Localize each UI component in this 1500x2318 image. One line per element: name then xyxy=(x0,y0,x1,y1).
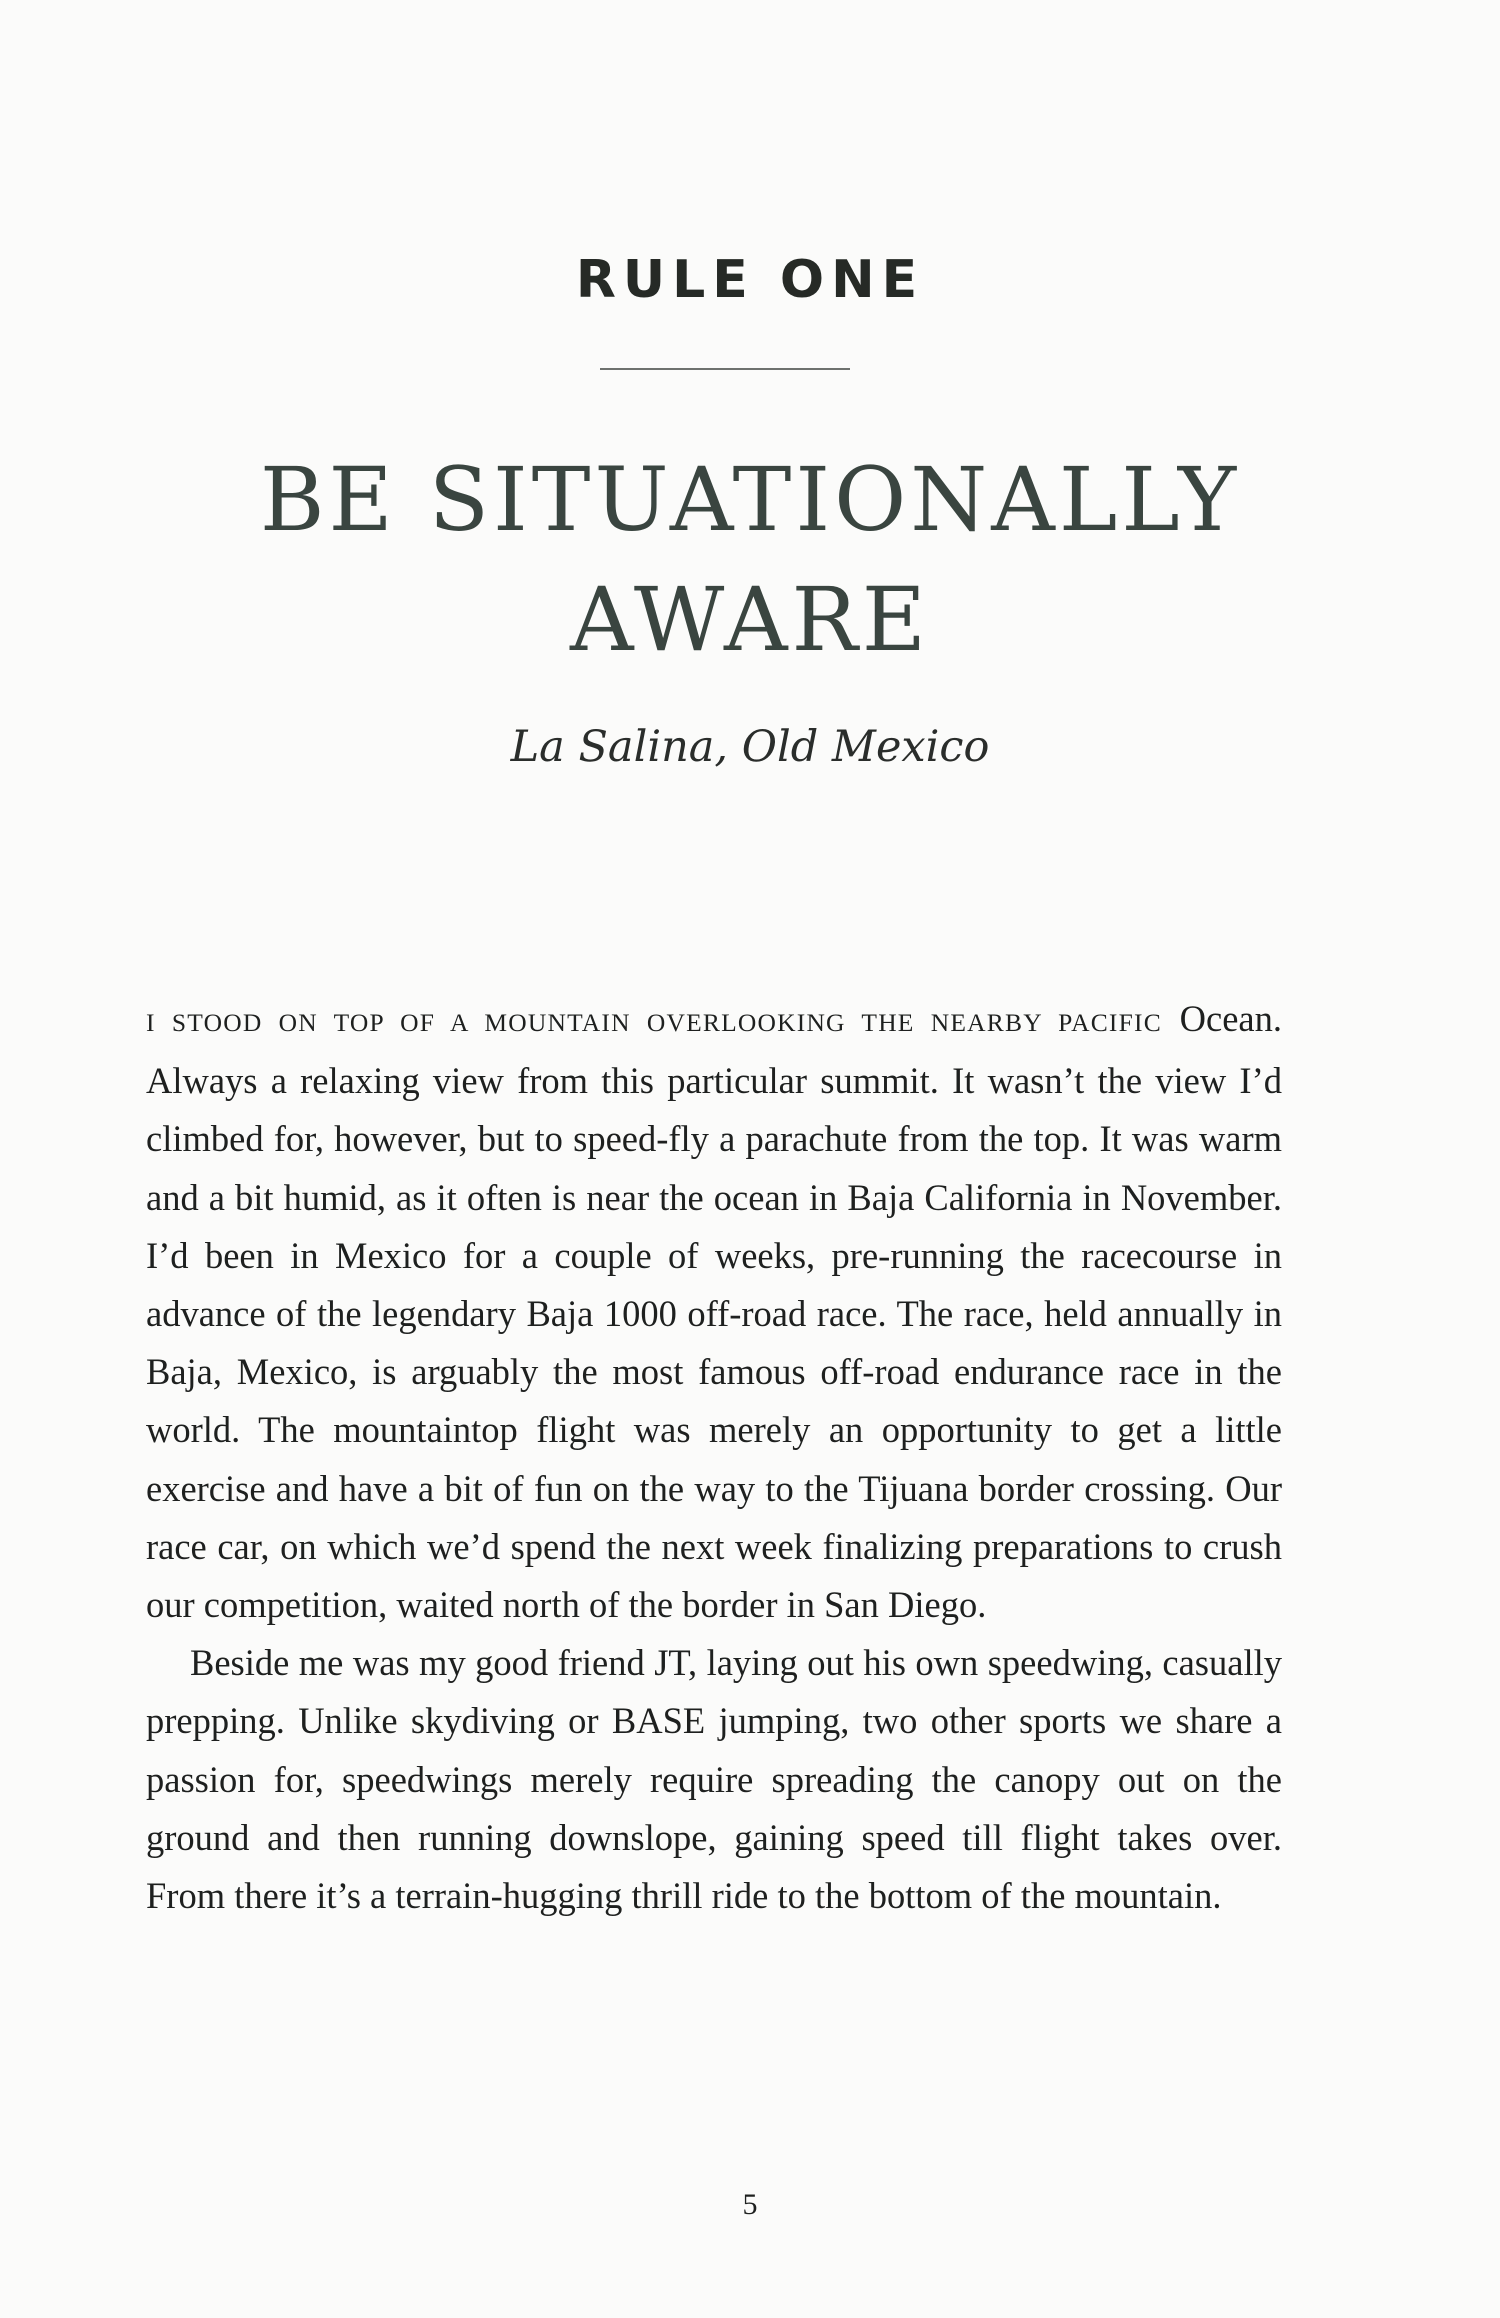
paragraph-2: Beside me was my good friend JT, laying out his own speedwing, casually prepping. Unlike skydiving or BASE jumping, two other sports we share a passion for, speedwings merely require spreading the canopy out on the ground and then running downslope, gaining speed till flight takes over. From there it’s a terrain-hugging thrill ride to the bottom of the mountain. xyxy=(146,1642,1282,1917)
body-text xyxy=(146,990,1282,1925)
chapter-title xyxy=(0,440,1500,680)
location-subtitle: La Salina, Old Mexico xyxy=(510,722,990,772)
chapter-title-line-2: AWARE xyxy=(569,568,931,671)
chapter-title-line-1: BE SITUATIONALLY xyxy=(259,448,1241,551)
rule-label: RULE ONE xyxy=(575,250,925,310)
paragraph-1 xyxy=(146,990,1282,1634)
paragraph-1-rest: Ocean. Always a relaxing view from this particular summit. It wasn’t the view I’d climbed for, however, but to speed-fly a parachute from the top. It was warm and a bit humid, as it often is near the ocean in Baja California in November. I’d been in Mexico for a couple of weeks, pre-running the racecourse in advance of the legendary Baja 1000 off-road race. The race, held annually in Baja, Mexico, is arguably the most famous off-road endurance race in the world. The mountaintop flight was merely an opportunity to get a little exercise and have a bit of fun on the way to the Tijuana border crossing. Our race car, on which we’d spend the next week finalizing preparations to crush our competition, waited north of the border in San Diego. xyxy=(146,998,1282,1626)
lead-in-smallcaps: I STOOD ON TOP OF A MOUNTAIN OVERLOOKING THE NEARBY PACIFIC xyxy=(146,1008,1162,1037)
page-number: 5 xyxy=(742,2188,758,2221)
title-divider xyxy=(600,368,850,370)
